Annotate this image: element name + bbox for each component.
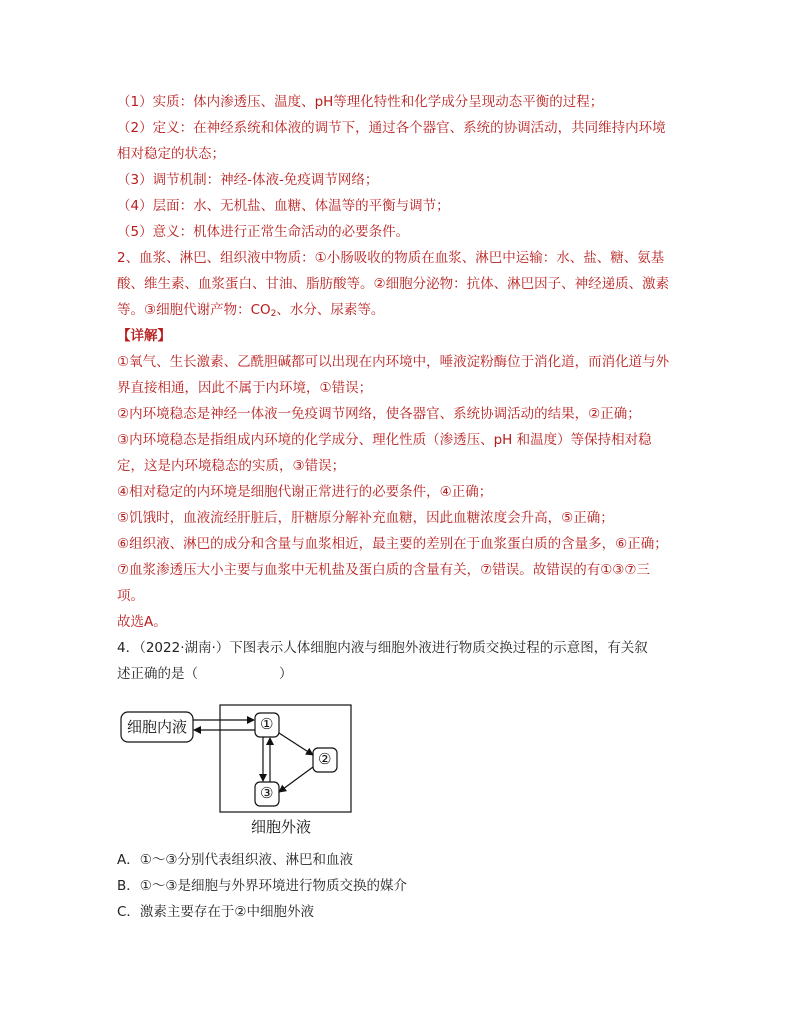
summary-line-6: （5）意义：机体进行正常生命活动的必要条件。: [117, 224, 410, 240]
summary-line-3: 相对稳定的状态；: [117, 146, 225, 162]
detail-line-7: ⑤饥饿时，血液流经肝脏后，肝糖原分解补充血糖，因此血糖浓度会升高，⑤正确；: [117, 510, 614, 526]
detail-line-6: ④相对稳定的内环境是细胞代谢正常进行的必要条件，④正确；: [117, 484, 493, 500]
summary-line-1: （1）实质：体内渗透压、温度、pH等理化特性和化学成分呈现动态平衡的过程；: [117, 94, 604, 110]
question-stem-line-2: 述正确的是（ ）: [117, 666, 293, 682]
co2-subscript: 2: [270, 309, 277, 319]
exchange-diagram: [117, 700, 357, 840]
summary-line-5: （4）层面：水、无机盐、血糖、体温等的平衡与调节；: [117, 198, 450, 214]
node-1-label: ①: [260, 715, 274, 733]
node-2-label: ②: [318, 750, 332, 768]
summary-line-2: （2）定义：在神经系统和体液的调节下，通过各个器官、系统的协调活动，共同维持内环境: [117, 120, 666, 136]
extracellular-label: 细胞外液: [251, 818, 312, 836]
detail-line-10: 项。: [117, 588, 144, 604]
intracellular-label: 细胞内液: [127, 718, 188, 736]
summary-line-8: 酸、维生素、血浆蛋白、甘油、脂肪酸等。②细胞分泌物：抗体、淋巴因子、神经递质、激素: [117, 276, 670, 292]
summary-line-9-pre: 等。③细胞代谢产物：CO: [117, 302, 271, 318]
detail-line-5: 定，这是内环境稳态的实质，③错误；: [117, 458, 346, 474]
node-3-label: ③: [260, 784, 274, 802]
summary-line-4: （3）调节机制：神经-体液-免疫调节网络；: [117, 172, 379, 188]
detail-line-9: ⑦血浆渗透压大小主要与血浆中无机盐及蛋白质的含量有关，⑦错误。故错误的有①③⑦三: [117, 562, 651, 578]
summary-line-7: 2、血浆、淋巴、组织液中物质：①小肠吸收的物质在血浆、淋巴中运输：水、盐、糖、氨基: [117, 250, 665, 266]
detail-line-4: ③内环境稳态是指组成内环境的化学成分、理化性质（渗透压、pH 和温度）等保持相对稳: [117, 432, 652, 448]
option-c: C．激素主要存在于②中细胞外液: [117, 904, 315, 920]
detail-line-2: 界直接相通，因此不属于内环境，①错误；: [117, 380, 373, 396]
option-b: B．①～③是细胞与外界环境进行物质交换的媒介: [117, 878, 407, 894]
arrow-2-to-3: [279, 767, 313, 792]
option-a: A．①～③分别代表组织液、淋巴和血液: [117, 852, 353, 868]
question-stem-line-1: 4．（2022·湖南·）下图表示人体细胞内液与细胞外液进行物质交换过程的示意图，有关叙: [117, 640, 648, 656]
answer-line: 故选A。: [117, 614, 167, 630]
arrow-1-to-2: [279, 733, 313, 755]
detail-line-3: ②内环境稳态是神经一体液一免疫调节网络，使各器官、系统协调活动的结果，②正确；: [117, 406, 641, 422]
summary-line-9: [117, 300, 384, 324]
summary-line-9-post: 、水分、尿素等。: [276, 302, 385, 318]
detail-line-1: ①氧气、生长激素、乙酰胆碱都可以出现在内环境中，唾液淀粉酶位于消化道，而消化道与外: [117, 354, 670, 370]
detail-line-8: ⑥组织液、淋巴的成分和含量与血浆相近，最主要的差别在于血浆蛋白质的含量多，⑥正确；: [117, 536, 668, 552]
detail-heading: 【详解】: [117, 328, 171, 344]
